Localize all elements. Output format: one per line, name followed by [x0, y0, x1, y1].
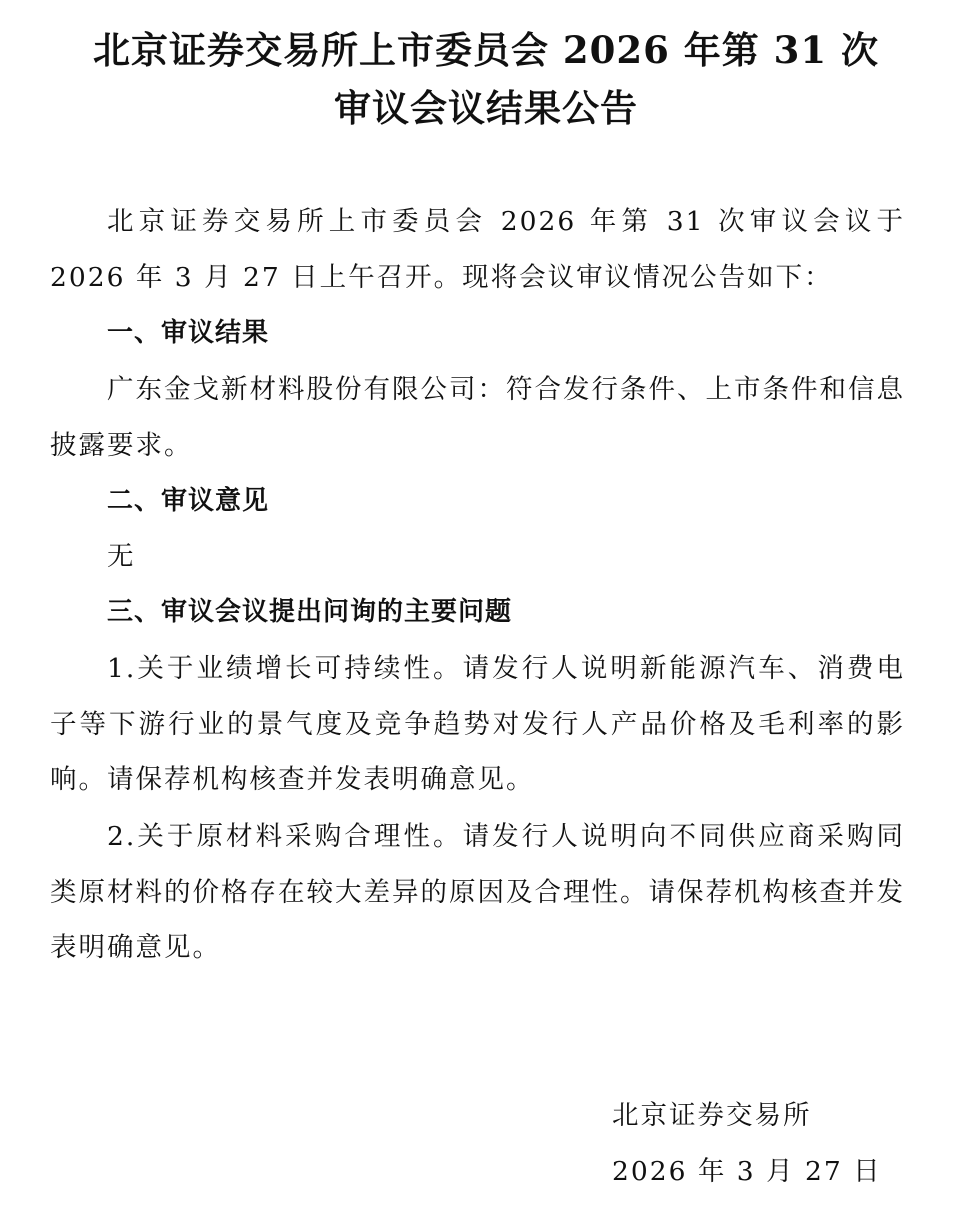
section-heading-review-opinion: 二、审议意见: [107, 486, 270, 516]
document-title-line-1: 北京证券交易所上市委员会 2026 年第 31 次: [93, 28, 879, 72]
signature-date: 2026 年 3 月 27 日: [612, 1156, 882, 1187]
section-heading-main-questions: 三、审议会议提出问询的主要问题: [107, 597, 513, 627]
document-title-line-2: 审议会议结果公告: [334, 86, 638, 130]
review-opinion-paragraph: 无: [107, 541, 134, 572]
intro-paragraph: 北京证券交易所上市委员会 2026 年第 31 次审议会议于 2026 年 3 月 27 日上午召开。现将会议审议情况公告如下：: [50, 206, 905, 293]
review-result-paragraph: 广东金戈新材料股份有限公司：符合发行条件、上市条件和信息披露要求。: [50, 374, 905, 461]
section-heading-review-result: 一、审议结果: [107, 318, 270, 348]
signature-organization: 北京证券交易所: [612, 1100, 812, 1131]
question-paragraph-1: 1.关于业绩增长可持续性。请发行人说明新能源汽车、消费电子等下游行业的景气度及竞争趋势对发行人产品价格及毛利率的影响。请保荐机构核查并发表明确意见。: [50, 653, 905, 796]
question-paragraph-2: 2.关于原材料采购合理性。请发行人说明向不同供应商采购同类原材料的价格存在较大差异的原因及合理性。请保荐机构核查并发表明确意见。: [50, 821, 905, 964]
